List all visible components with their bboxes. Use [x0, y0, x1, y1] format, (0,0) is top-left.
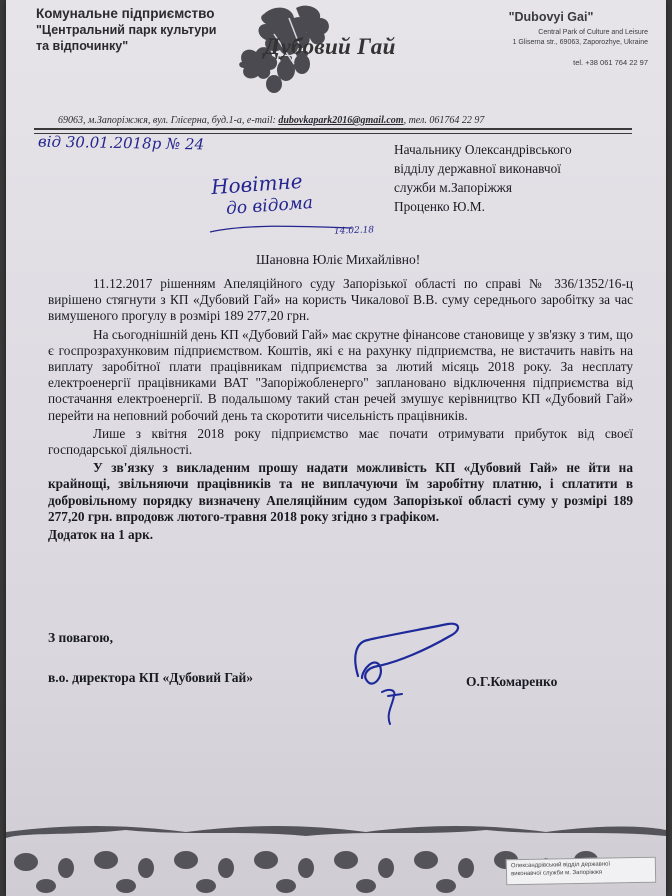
handwritten-reference: від 30.01.2018р № 24: [37, 132, 205, 154]
annotation-underline: [206, 222, 356, 236]
address-text: 69063, м.Запоріжжя, вул. Глісерна, буд.1-а, e-mail:: [58, 115, 279, 126]
stamp-line-1: Олександрівський відділ державної: [510, 861, 611, 870]
body-paragraph-1: 11.12.2017 рішенням Апеляційного суду Запорізької області по справі № 336/1352/16-ц вирішено стягнути з КП «Дубовий Гай» на користь Чикалової В.В. суму середнього заробітку за час вимушеного прогулу в розмірі 189 277,20 грн.: [48, 276, 633, 324]
letterhead-left: [36, 6, 256, 54]
signer-position: в.о. директора КП «Дубовий Гай»: [48, 670, 254, 685]
addressee-line-1: Начальнику Олександрівського: [394, 142, 572, 157]
signer-name: О.Г.Комаренко: [466, 674, 558, 689]
brand-latin: "Dubovyi Gai": [508, 10, 594, 24]
letterhead-line-3: та відпочинку": [36, 39, 129, 53]
postal-address: [58, 115, 484, 126]
signature-icon: [322, 606, 472, 736]
addressee-line-3: служби м.Запоріжжя: [394, 180, 512, 195]
brand-phone: tel. +38 061 764 22 97: [573, 58, 648, 67]
handwritten-annotation-1: Новітне: [210, 168, 304, 200]
addressee-line-4: Проценко Ю.М.: [394, 199, 485, 214]
addressee-line-2: відділу державної виконавчої: [394, 161, 561, 176]
address-phone: , тел. 061764 22 97: [403, 115, 485, 126]
letterhead-line-2: "Центральний парк культури: [36, 23, 217, 37]
email-link[interactable]: dubovkapark2016@gmail.com: [278, 115, 404, 126]
closing-regards: З повагою,: [48, 630, 113, 645]
letterhead-line-1: Комунальне підприємство: [36, 6, 215, 21]
body-paragraph-4: У зв'язку з викладеним прошу надати можливість КП «Дубовий Гай» не йти на крайнощі, звільняючи працівників та не виплачуючи їм заробітну платню, і сплатити в добровільному порядку визначену Апеляційним судом Запорізької області суму у розмірі 189 277,20 грн. впродовж лютого-травня 2018 року згідно з графіком.: [48, 460, 633, 524]
body-paragraph-2: На сьогоднішній день КП «Дубовий Гай» має скрутне фінансове становище у зв'язку з тим, що є госпрозрахунковим підприємством. Коштів, які є на рахунку підприємства, не вистачить навіть на виплату заробітної плати працівникам підприємства за лютий місяць 2018 року. За несплату електроенергії працівниками ВАТ "Запоріжобленерго" заплановано відключення підприємства від постачання електроенергії. В подальшому такий стан речей змушує керівництво КП «Дубовий Гай» перейти на неповний робочий день та скоротити чисельність працівників.: [48, 326, 633, 423]
brand-subtitle: Central Park of Culture and Leisure: [538, 29, 648, 36]
handwritten-annotation-2: до відома: [225, 192, 314, 220]
salutation: Шановна Юліє Михайлівно!: [256, 252, 421, 267]
registration-stamp: [506, 857, 656, 886]
letter-body: [48, 276, 633, 545]
body-paragraph-3: Лише з квітня 2018 року підприємство має почати отримувати прибуток від своєї господарської діяльності.: [48, 425, 633, 458]
brand-address: 1 Gliserna str., 69063, Zaporozhye, Ukraine: [512, 39, 648, 46]
handwritten-annotation-date: 14.02.18: [333, 225, 375, 237]
letterhead-right: [426, 10, 648, 67]
body-attachment: Додаток на 1 арк.: [48, 527, 154, 543]
letter-page: [6, 0, 666, 896]
addressee-block: [394, 140, 644, 216]
logo-wordmark: Дубовий Гай: [264, 34, 396, 59]
stamp-line-2: виконавчої служби м. Запоріжжя: [510, 869, 603, 878]
